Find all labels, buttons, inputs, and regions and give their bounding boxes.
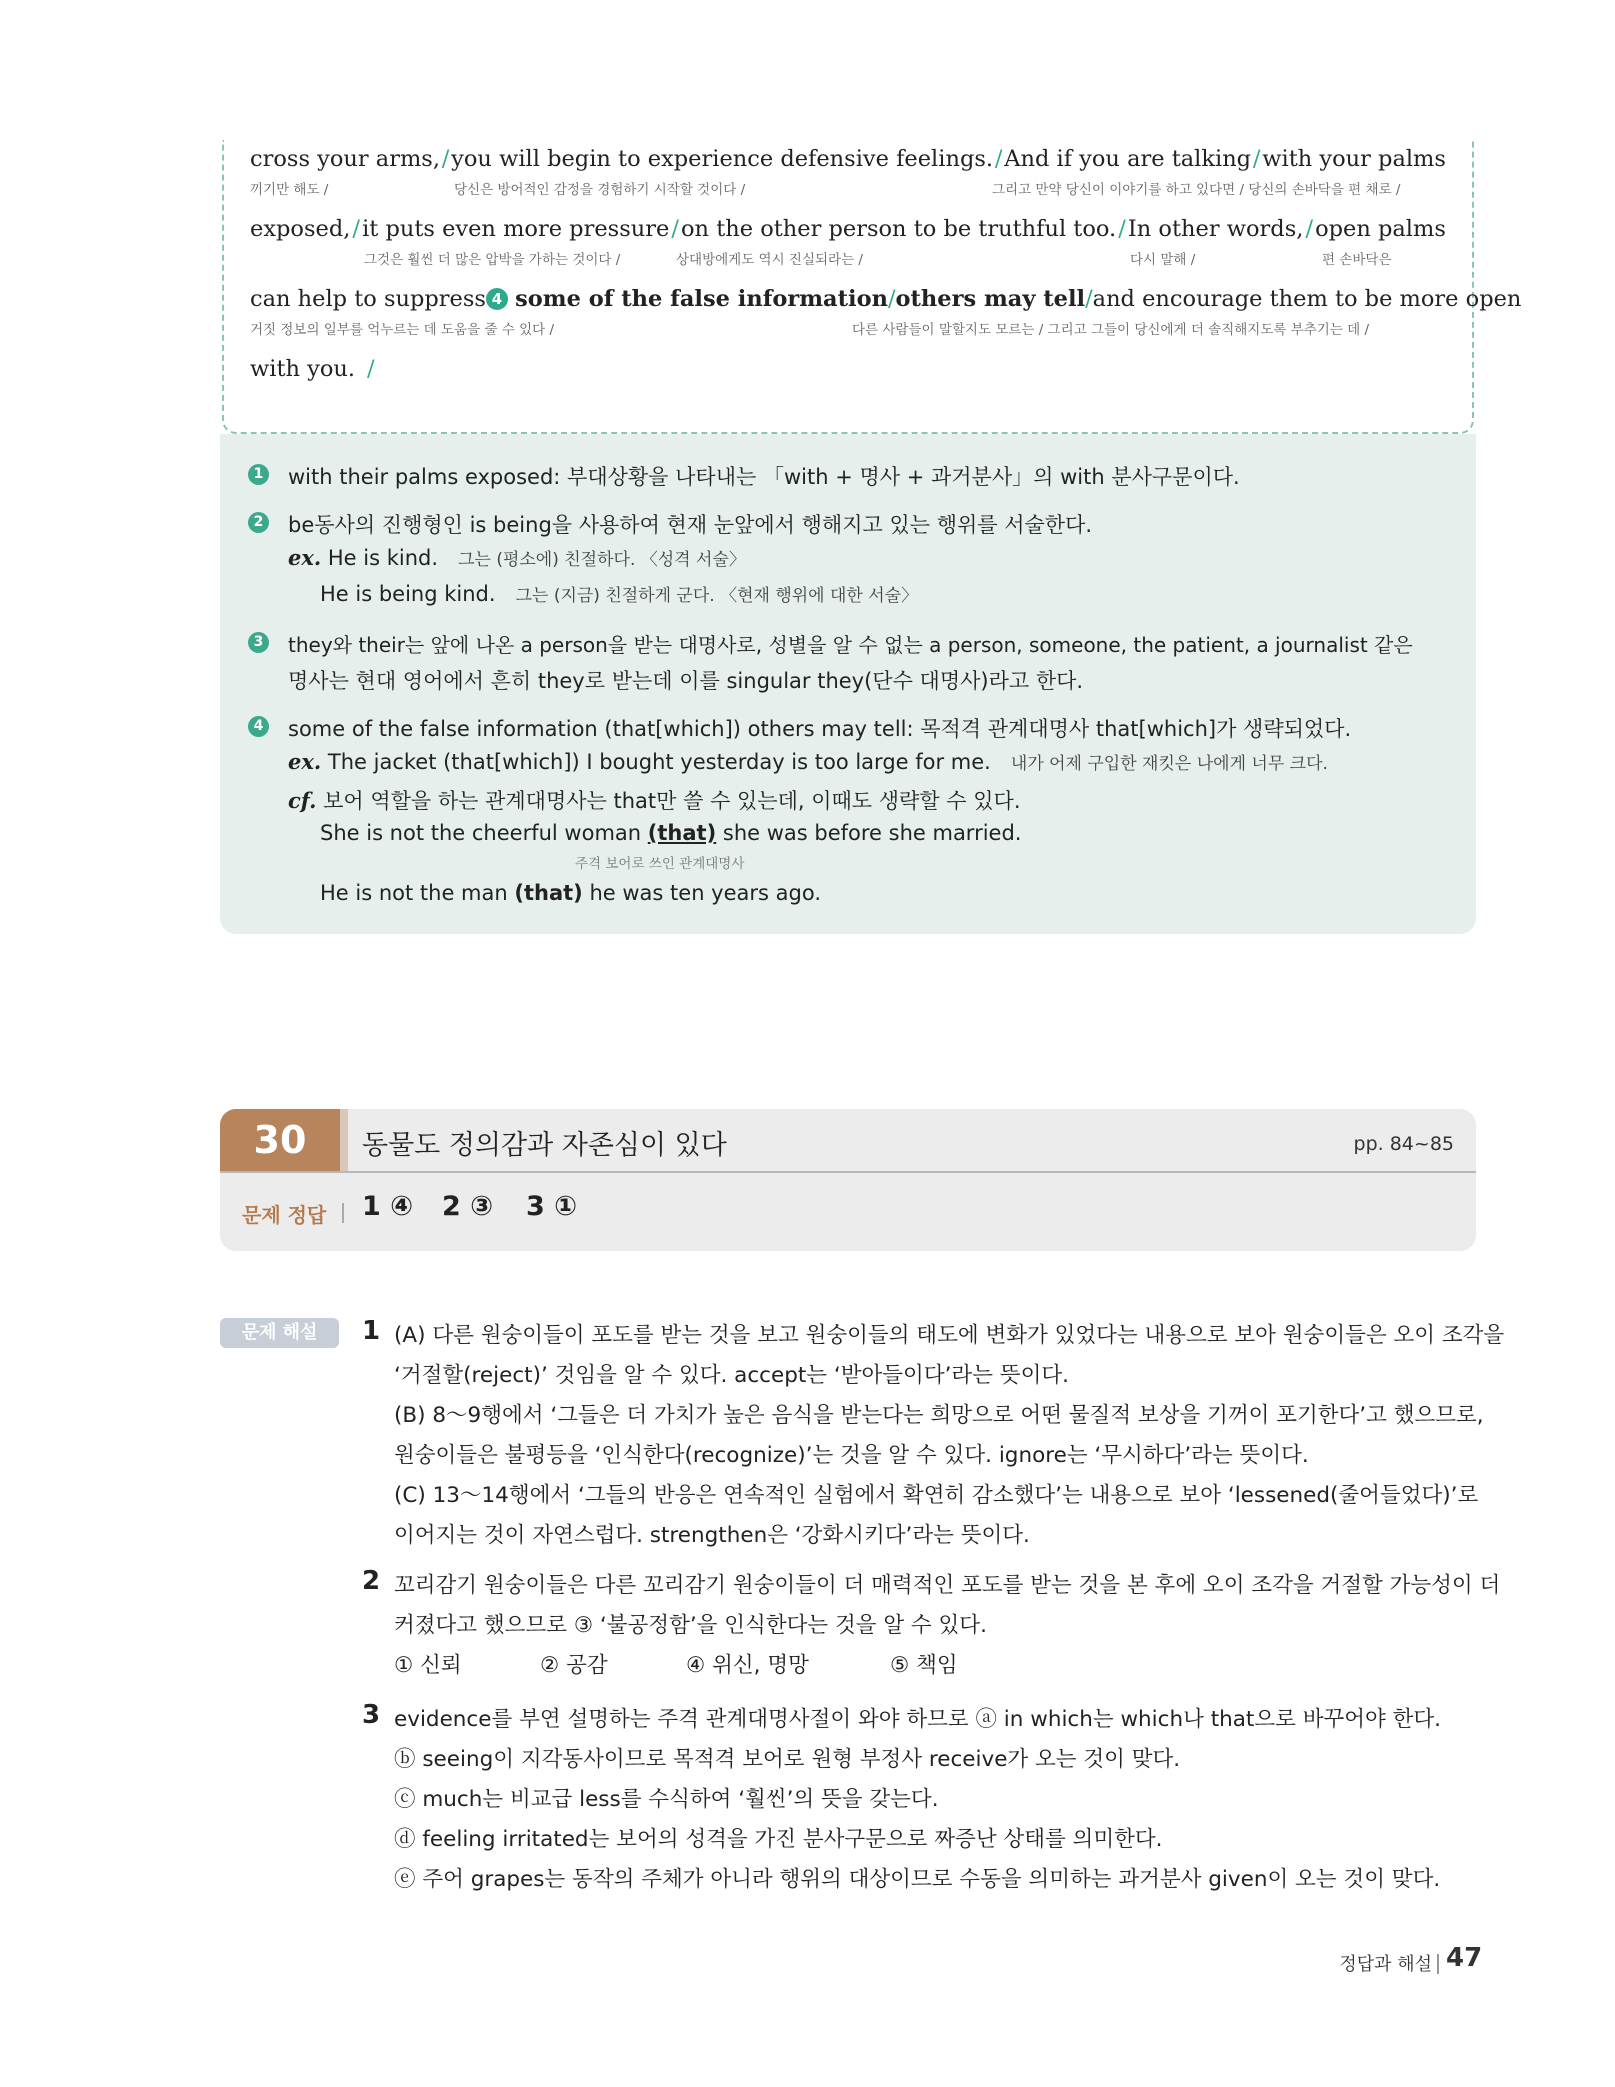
chunk-highlight: others may tell [895,286,1086,312]
example-translation: 그는 (지금) 친절하게 군다. 〈현재 행위에 대한 서술〉 [515,586,919,606]
gloss: 편 손바닥은 [1322,252,1392,268]
chunk: it puts even more pressure [362,216,670,242]
chunk-highlight: some of the false information [515,286,888,312]
ex-label: ex. [288,545,322,570]
answer-2: 2 ③ [442,1191,494,1222]
chunk: with your palms [1262,146,1446,172]
reading-passage-box [222,140,1522,434]
option: ② 공감 [540,1653,608,1678]
note-4-cf [288,785,1021,815]
note-1-text: with their palms exposed: 부대상황을 나타내는 「with + 명사 + 과거분사」의 with 분사구문이다. [288,465,1240,489]
reading-line-4 [250,356,1446,382]
slash: / [1305,216,1314,242]
gloss: 다른 사람들이 말할지도 모르는 / 그리고 그들이 당신에게 더 솔직해지도록 부추기는 데 / [852,322,1370,338]
chunk: on the other person to be truthful too. [681,216,1117,242]
footer-label: 정답과 해설 [1339,1954,1432,1975]
note-3-line-1: they와 their는 앞에 나온 a person을 받는 대명사로, 성별을 알 수 없는 a person, someone, the patient, a journalist 같은 [288,633,1413,657]
explanation-line: ⓔ 주어 grapes는 동작의 주체가 아니라 행위의 대상이므로 수동을 의미하는 과거분사 given이 오는 것이 맞다. [394,1867,1441,1892]
slash: / [1252,146,1261,172]
note-4-example [288,749,1328,774]
example-sentence: The jacket (that[which]) I bought yesterday is too large for me. [327,750,991,774]
explanation-line: 원숭이들은 불평등을 ‘인식한다(recognize)’는 것을 알 수 있다. ignore는 ‘무시하다’라는 뜻이다. [394,1443,1309,1468]
note-3-line-2: 명사는 현대 영어에서 흔히 they로 받는데 이를 singular they(단수 대명사)라고 한다. [288,669,1084,693]
page-range: pp. 84~85 [1353,1133,1454,1155]
chunk: with you. [250,356,356,382]
cf-label: cf. [288,788,317,813]
gloss: 당신은 방어적인 감정을 경험하기 시작할 것이다 / [454,182,746,198]
chunk: you will begin to experience defensive feelings. [451,146,994,172]
divider [1437,1954,1439,1974]
chunk: exposed, [250,216,351,242]
gloss: 다시 말해 / [1130,252,1196,268]
slash: / [994,146,1003,172]
relative-pronoun-annotation: 주격 보어로 쓰인 관계대명사 [575,856,745,872]
sentence-part: She is not the cheerful woman [320,821,642,845]
example-translation: 내가 어제 구입한 재킷은 나에게 너무 크다. [1010,754,1328,774]
explanation-line: 커졌다고 했으므로 ③ ‘불공정함’을 인식한다는 것을 알 수 있다. [394,1613,987,1638]
answer-3: 3 ① [526,1191,578,1222]
chunk: open palms [1315,216,1446,242]
gloss: 거짓 정보의 일부를 억누르는 데 도움을 줄 수 있다 / [250,322,554,338]
note-2-text: be동사의 진행형인 is being을 사용하여 현재 눈앞에서 행해지고 있는 행위를 서술한다. [288,513,1093,537]
sentence-part: he was ten years ago. [589,881,821,905]
explanation-line: ⓑ seeing이 지각동사이므로 목적격 보어로 원형 부정사 receive가 오는 것이 맞다. [394,1747,1181,1772]
cf-text: 보어 역할을 하는 관계대명사는 that만 쓸 수 있는데, 이때도 생략할 수 있다. [323,789,1021,813]
reading-line-3 [250,286,1522,312]
chunk: In other words, [1127,216,1304,242]
note-number-4: 4 [248,716,269,737]
gloss: 그것은 훨씬 더 많은 압박을 가하는 것이다 / [364,252,621,268]
note-4-sentence-1 [320,821,1021,845]
chunk: can help to suppress [250,286,486,312]
reading-line-1 [250,146,1446,172]
gloss: 그리고 만약 당신이 이야기를 하고 있다면 / 당신의 손바닥을 편 채로 / [992,182,1401,198]
slash: / [352,216,361,242]
explanation-line: (B) 8～9행에서 ‘그들은 더 가치가 높은 음식을 받는다는 희망으로 어떤 물질적 보상을 기꺼이 포기한다’고 했으므로, [394,1403,1484,1428]
explanation-line: (A) 다른 원숭이들이 포도를 받는 것을 보고 원숭이들의 태도에 변화가 있었다는 내용으로 보아 원숭이들은 오이 조각을 [394,1323,1505,1348]
slash: / [441,146,450,172]
chunk: and encourage them to be more open [1092,286,1522,312]
grammar-notes-box [220,434,1476,934]
relative-pronoun: (that) [647,821,717,845]
explanation-line: ⓓ feeling irritated는 보어의 성격을 가진 분사구문으로 짜증난 상태를 의미한다. [394,1827,1163,1852]
gloss: 끼기만 해도 / [250,182,329,198]
explanation-line: 꼬리감기 원숭이들은 다른 꼬리감기 원숭이들이 더 매력적인 포도를 받는 것을 본 후에 오이 조각을 거절할 가능성이 더 [394,1573,1501,1598]
gloss: 상대방에게도 역시 진실되라는 / [676,252,863,268]
explanation-badge: 문제 해설 [220,1318,339,1348]
note-2-example-1 [288,545,746,570]
option: ① 신뢰 [394,1653,462,1678]
slash: / [1118,216,1126,242]
section-number: 30 [220,1109,340,1171]
section-number-accent [340,1109,348,1171]
explanation-line: ‘거절할(reject)’ 것임을 알 수 있다. accept는 ‘받아들이다’라는 뜻이다. [394,1363,1069,1388]
sentence-part: He is not the man [320,881,508,905]
reading-line-2 [250,216,1446,242]
note-4-text: some of the false information (that[which]) others may tell: 목적격 관계대명사 that[which]가 생략되었다. [288,717,1352,741]
note-number-1: 1 [248,464,269,485]
note-2-example-2 [320,581,918,606]
relative-pronoun: (that) [514,881,583,905]
explanation-line: evidence를 부연 설명하는 주격 관계대명사절이 와야 하므로 ⓐ in which는 which나 that으로 바꾸어야 한다. [394,1707,1442,1732]
note-number-3: 3 [248,632,269,653]
explanation-line: (C) 13～14행에서 ‘그들의 반응은 연속적인 실험에서 확연히 감소했다’는 내용으로 보아 ‘lessened(줄어들었다)’로 [394,1483,1479,1508]
divider [342,1203,344,1223]
slash: / [367,356,375,382]
example-sentence: He is kind. [327,546,439,570]
explanation-line: 이어지는 것이 자연스럽다. strengthen은 ‘강화시키다’라는 뜻이다. [394,1523,1030,1548]
note-marker-4: 4 [486,288,508,310]
example-sentence: He is being kind. [320,582,496,606]
section-title: 동물도 정의감과 자존심이 있다 [362,1130,727,1161]
example-translation: 그는 (평소에) 친절하다. 〈성격 서술〉 [458,550,746,570]
slash: / [887,286,896,312]
divider [220,1171,1476,1173]
slash: / [671,216,679,242]
question-number-2: 2 [362,1566,381,1596]
question-number-1: 1 [362,1316,381,1346]
slash: / [1085,286,1093,312]
ex-label: ex. [288,749,322,774]
note-4-sentence-2 [320,881,821,905]
section-header [220,1109,1476,1251]
page-number: 47 [1446,1943,1483,1973]
option: ④ 위신, 명망 [686,1653,809,1678]
chunk: cross your arms, [250,146,441,172]
note-number-2: 2 [248,512,269,533]
answer-label: 문제 정답 [242,1203,327,1227]
answer-1: 1 ④ [362,1191,414,1222]
option: ⑤ 책임 [890,1653,958,1678]
question-number-3: 3 [362,1700,381,1730]
chunk: And if you are talking [1004,146,1252,172]
explanation-line: ⓒ much는 비교급 less를 수식하여 ‘훨씬’의 뜻을 갖는다. [394,1787,939,1812]
sentence-part: she was before she married. [722,821,1022,845]
